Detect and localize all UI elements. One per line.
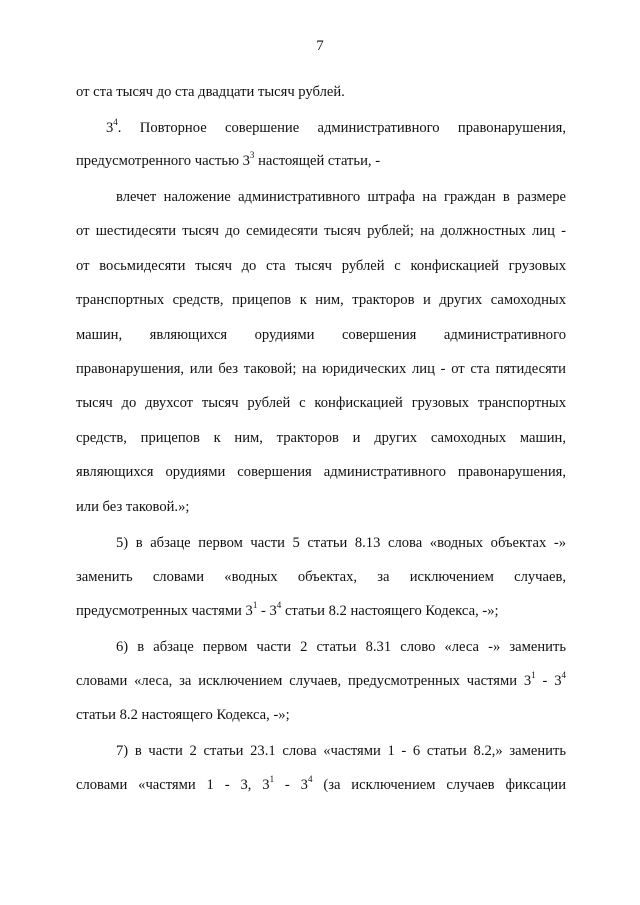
text-line: словами «леса, за исключением случаев, предусмотренных частями $3^1 - 3^4$ — [76, 670, 566, 689]
superscript: 4 — [276, 600, 282, 611]
text-line: или без таковой.»; — [76, 499, 190, 515]
text-line: предусмотренного частью $3^3$ настоящей статьи, - — [76, 150, 381, 169]
superscript: 1 — [531, 670, 536, 681]
superscript: 3 — [249, 150, 255, 161]
superscript: 1 — [269, 774, 275, 785]
page-number: 7 — [316, 38, 324, 54]
text-line: словами «частями 1 - 3, $3^1 - 3^4$ (за исключением случаев фиксации — [76, 774, 566, 793]
text-line: машин, являющихся орудиями совершения административного — [76, 327, 566, 343]
superscript: 4 — [307, 774, 313, 785]
text-line: тысяч до двухсот тысяч рублей с конфискацией грузовых транспортных — [76, 395, 566, 411]
text-line: предусмотренных частями $3^1 - 3^4$ статьи 8.2 настоящего Кодекса, -»; — [76, 600, 499, 619]
text-line: от восьмидесяти тысяч до ста тысяч рублей с конфискацией грузовых — [76, 258, 566, 274]
superscript: 4 — [113, 117, 118, 128]
text-line: 5) в абзаце первом части 5 статьи 8.13 слова «водных объектах -» — [116, 535, 566, 551]
text-line: от шестидесяти тысяч до семидесяти тысяч рублей; на должностных лиц - — [76, 223, 566, 239]
text-line: статьи 8.2 настоящего Кодекса, -»; — [76, 707, 290, 723]
text-line: средств, прицепов к ним, тракторов и других самоходных машин, — [76, 430, 566, 446]
text-line: заменить словами «водных объектах, за исключением случаев, — [76, 569, 566, 585]
text-line: $3^4$. Повторное совершение административного правонарушения, — [106, 117, 566, 136]
text-line: транспортных средств, прицепов к ним, тракторов и других самоходных — [76, 292, 566, 308]
text-line: являющихся орудиями совершения административного правонарушения, — [76, 464, 566, 480]
text-line: правонарушения, или без таковой; на юридических лиц - от ста пятидесяти — [76, 361, 566, 377]
superscript: 4 — [561, 670, 566, 681]
text-line: от ста тысяч до ста двадцати тысяч рублей. — [76, 84, 345, 100]
text-line: 7) в части 2 статьи 23.1 слова «частями 1 - 6 статьи 8.2,» заменить — [116, 743, 566, 759]
text-line: влечет наложение административного штрафа на граждан в размере — [116, 189, 566, 205]
text-line: 6) в абзаце первом части 2 статьи 8.31 слово «леса -» заменить — [116, 639, 566, 655]
superscript: 1 — [252, 600, 258, 611]
